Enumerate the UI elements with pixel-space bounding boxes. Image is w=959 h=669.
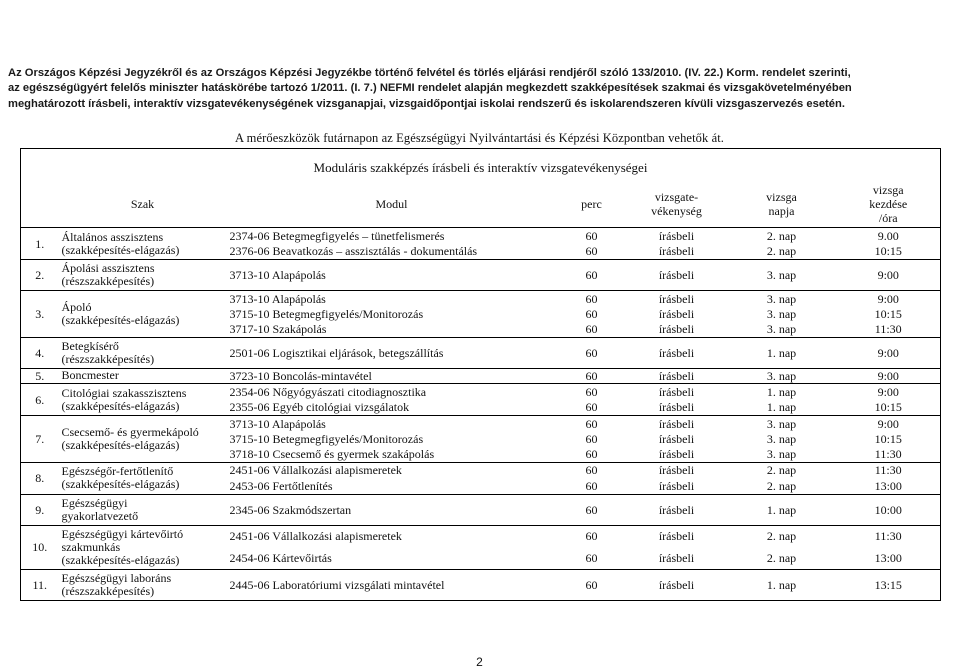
szak-cell <box>59 384 227 416</box>
perc-cell: 60 <box>557 494 627 525</box>
napja-cell: 2. nap <box>727 462 837 478</box>
row-number: 2. <box>21 260 59 291</box>
napja-cell: 1. nap <box>727 494 837 525</box>
tevekenyseg-cell: írásbeli <box>658 322 695 336</box>
tevekenyseg-cell: írásbeli <box>658 447 695 461</box>
napja-cell: 3. nap <box>727 291 837 307</box>
intro-paragraph <box>8 66 952 112</box>
tevekenyseg-cell: írásbeli <box>658 400 695 415</box>
tevekenyseg-header: vizsgate- vékenység <box>651 189 702 218</box>
tevekenyseg-cell: írásbeli <box>627 384 727 400</box>
perc-cell: 60 <box>557 525 627 547</box>
napja-cell: 1. nap <box>766 400 797 415</box>
perc-cell: 60 <box>557 384 627 400</box>
tevekenyseg-cell: írásbeli <box>627 228 727 244</box>
perc-cell: 60 <box>557 291 627 307</box>
napja-cell: 2. nap <box>727 525 837 547</box>
kezdese-cell: 9.00 <box>837 228 941 244</box>
modul-cell: 3723-10 Boncolás-mintavétel <box>227 368 557 384</box>
intro-line: az egészségügyért felelős miniszter hatáskörébe tartozó 1/2011. (I. 7.) NEFMI rendelet alapján megkezdett szakképesítések szakmai és vizsgakövetelményében <box>8 82 852 95</box>
table-row <box>21 291 941 307</box>
szak-cell <box>59 337 227 368</box>
table-body <box>21 228 941 601</box>
napja-cell: 3. nap <box>766 447 797 461</box>
napja-cell: 3. nap <box>727 416 837 432</box>
szak-label: Ápolási asszisztens <box>61 261 155 275</box>
tevekenyseg-cell: írásbeli <box>627 525 727 547</box>
szak-label: Citológiai szakasszisztens <box>61 385 187 400</box>
row-number: 5. <box>21 368 59 384</box>
tevekenyseg-cell: írásbeli <box>658 244 695 259</box>
tevekenyseg-cell: írásbeli <box>627 260 727 291</box>
row-number: 10. <box>21 525 59 569</box>
row-number: 6. <box>21 384 59 416</box>
kezdese-cell: 11:30 <box>837 322 941 338</box>
perc-cell: 60 <box>585 322 598 336</box>
modul-cell: 2454-06 Kártevőirtás <box>229 550 332 565</box>
perc-cell: 60 <box>585 550 598 565</box>
table-row <box>21 368 941 384</box>
kezdese-cell: 9:00 <box>837 384 941 400</box>
kezdese-cell: 13:00 <box>837 478 941 494</box>
szak-label: (szakképesítés-elágazás) <box>61 312 180 327</box>
modul-cell: 2354-06 Nőgyógyászati citodiagnosztika <box>227 384 557 400</box>
table-row <box>21 416 941 432</box>
modul-cell: 3715-10 Betegmegfigyelés/Monitorozás <box>229 306 424 321</box>
table-row <box>21 462 941 478</box>
table-row <box>21 384 941 400</box>
modul-cell: 2451-06 Vállalkozási alapismeretek <box>227 462 557 478</box>
modul-cell: 3717-10 Szakápolás <box>229 322 327 336</box>
szak-label: Csecsemő- és gyermekápoló <box>61 424 199 439</box>
kezdese-cell: 9:00 <box>837 337 941 368</box>
modul-cell: 2376-06 Beavatkozás – asszisztálás - dokumentálás <box>229 244 478 259</box>
napja-cell: 3. nap <box>766 322 797 336</box>
row-number: 7. <box>21 416 59 463</box>
szak-cell <box>59 228 227 260</box>
szak-label: (szakképesítés-elágazás) <box>61 552 180 567</box>
kezdese-cell: 9:00 <box>837 260 941 291</box>
szak-cell <box>59 291 227 338</box>
perc-cell: 60 <box>557 569 627 600</box>
perc-cell: 60 <box>585 447 598 461</box>
exam-schedule-table <box>20 148 941 601</box>
kezdese-cell: 9:00 <box>837 416 941 432</box>
row-number: 3. <box>21 291 59 338</box>
napja-cell: 2. nap <box>766 478 797 493</box>
tevekenyseg-cell: írásbeli <box>627 494 727 525</box>
page-number: 2 <box>476 655 483 669</box>
perc-cell: 60 <box>585 431 598 446</box>
tevekenyseg-cell: írásbeli <box>658 431 695 446</box>
szak-cell <box>59 260 227 291</box>
szak-label: Betegkísérő <box>61 338 119 353</box>
tevekenyseg-cell: írásbeli <box>658 306 695 321</box>
row-number: 4. <box>21 337 59 368</box>
perc-header: perc <box>581 196 602 211</box>
szak-cell <box>59 569 227 600</box>
row-number: 1. <box>21 228 59 260</box>
table-row <box>21 337 941 368</box>
perc-cell: 60 <box>585 400 598 415</box>
modul-header: Modul <box>375 196 408 211</box>
szak-label: (szakképesítés-elágazás) <box>61 242 180 257</box>
szak-label: Boncmester <box>61 368 119 383</box>
kezdese-cell: 10:15 <box>837 244 941 260</box>
modul-cell: 2374-06 Betegmegfigyelés – tünetfelismerés <box>227 228 557 244</box>
modul-cell: 2445-06 Laboratóriumi vizsgálati mintavétel <box>227 569 557 600</box>
szak-cell <box>59 494 227 525</box>
kezdese-cell: 13:00 <box>837 547 941 569</box>
tevekenyseg-cell: írásbeli <box>658 478 695 493</box>
table-row <box>21 228 941 244</box>
modul-cell: 2453-06 Fertőtlenítés <box>229 478 333 493</box>
szak-label: Egészségügyi <box>61 495 128 510</box>
napja-cell: 1. nap <box>727 384 837 400</box>
perc-cell: 60 <box>557 260 627 291</box>
szak-label: (részszakképesítés) <box>61 351 155 366</box>
napja-cell: 1. nap <box>727 569 837 600</box>
modul-cell: 3715-10 Betegmegfigyelés/Monitorozás <box>229 431 424 446</box>
tevekenyseg-cell: írásbeli <box>627 569 727 600</box>
perc-cell: 60 <box>585 244 598 259</box>
napja-cell: 2. nap <box>766 550 797 565</box>
modul-cell: 3718-10 Csecsemő és gyermek szakápolás <box>229 447 435 461</box>
table-row <box>21 525 941 547</box>
perc-cell: 60 <box>585 306 598 321</box>
szak-label: (részszakképesítés) <box>61 583 155 598</box>
kezdese-cell: 9:00 <box>837 291 941 307</box>
pickup-note: A mérőeszközök futárnapon az Egészségügyi Nyilvántartási és Képzési Központban vehetők át. <box>234 131 725 145</box>
napja-cell: 2. nap <box>766 244 797 259</box>
szak-label: (szakképesítés-elágazás) <box>61 398 180 413</box>
kezdese-cell: 10:15 <box>837 431 941 447</box>
kezdese-cell: 9:00 <box>837 368 941 384</box>
kezdese-cell: 11:30 <box>837 525 941 547</box>
szak-label: Egészségügyi kártevőirtó <box>61 526 184 541</box>
napja-cell: 2. nap <box>727 228 837 244</box>
szak-label: Egészségőr-fertőtlenítő <box>61 464 174 478</box>
tevekenyseg-cell: írásbeli <box>627 291 727 307</box>
table-row <box>21 494 941 525</box>
row-number: 11. <box>21 569 59 600</box>
perc-cell: 60 <box>557 228 627 244</box>
modul-cell: 2345-06 Szakmódszertan <box>227 494 557 525</box>
tevekenyseg-cell: írásbeli <box>658 550 695 565</box>
kezdese-cell: 11:30 <box>837 462 941 478</box>
szak-cell <box>59 368 227 384</box>
kezdese-cell: 13:15 <box>837 569 941 600</box>
napja-cell: 3. nap <box>766 431 797 446</box>
tevekenyseg-cell: írásbeli <box>627 368 727 384</box>
szak-label: szakmunkás <box>61 539 121 554</box>
kezdese-header: vizsga kezdése /óra <box>837 180 941 228</box>
perc-cell: 60 <box>557 368 627 384</box>
modul-cell: 2355-06 Egyéb citológiai vizsgálatok <box>229 400 410 415</box>
modul-cell: 3713-10 Alapápolás <box>227 291 557 307</box>
intro-line: Az Országos Képzési Jegyzékről és az Országos Képzési Jegyzékbe történő felvétel és törlés eljárási rendjéről szóló 133/2010. (IV. 22.) Korm. rendelet szerinti, <box>8 67 851 79</box>
modul-cell: 3713-10 Alapápolás <box>227 416 557 432</box>
perc-cell: 60 <box>557 337 627 368</box>
perc-cell: 60 <box>585 478 598 493</box>
kezdese-cell: 10:00 <box>837 494 941 525</box>
intro-line: meghatározott írásbeli, interaktív vizsgatevékenységének vizsganapjai, vizsgaidőpontjai iskolai rendszerű és iskolarendszeren kívüli vizsgaszervezés esetén. <box>8 97 845 110</box>
szak-label: (részszakképesítés) <box>61 274 155 288</box>
modul-cell: 2451-06 Vállalkozási alapismeretek <box>227 525 557 547</box>
tevekenyseg-cell: írásbeli <box>627 337 727 368</box>
tevekenyseg-cell: írásbeli <box>627 416 727 432</box>
modul-cell: 2501-06 Logisztikai eljárások, betegszállítás <box>227 337 557 368</box>
szak-label: Általános asszisztens <box>61 229 164 244</box>
szak-cell <box>59 525 227 569</box>
table-row <box>21 260 941 291</box>
szak-label: Ápoló <box>61 299 92 314</box>
szak-label: (szakképesítés-elágazás) <box>61 477 180 491</box>
perc-cell: 60 <box>557 416 627 432</box>
szak-label: (szakképesítés-elágazás) <box>61 437 180 452</box>
szak-cell <box>59 416 227 463</box>
napja-cell: 3. nap <box>766 306 797 321</box>
row-number: 8. <box>21 462 59 494</box>
table-title: Moduláris szakképzés írásbeli és interaktív vizsgatevékenységei <box>21 149 941 181</box>
perc-cell: 60 <box>557 462 627 478</box>
szak-cell <box>59 462 227 494</box>
kezdese-cell: 10:15 <box>837 306 941 322</box>
napja-cell: 3. nap <box>727 368 837 384</box>
szak-label: gyakorlatvezető <box>61 508 139 523</box>
szak-header: Szak <box>130 196 155 211</box>
num-header <box>21 180 59 228</box>
napja-header: vizsga napja <box>766 189 797 218</box>
row-number: 9. <box>21 494 59 525</box>
tevekenyseg-cell: írásbeli <box>627 462 727 478</box>
kezdese-cell: 11:30 <box>837 447 941 463</box>
napja-cell: 1. nap <box>727 337 837 368</box>
table-row <box>21 569 941 600</box>
modul-cell: 3713-10 Alapápolás <box>227 260 557 291</box>
napja-cell: 3. nap <box>727 260 837 291</box>
kezdese-cell: 10:15 <box>837 400 941 416</box>
szak-label: Egészségügyi laboráns <box>61 570 172 585</box>
